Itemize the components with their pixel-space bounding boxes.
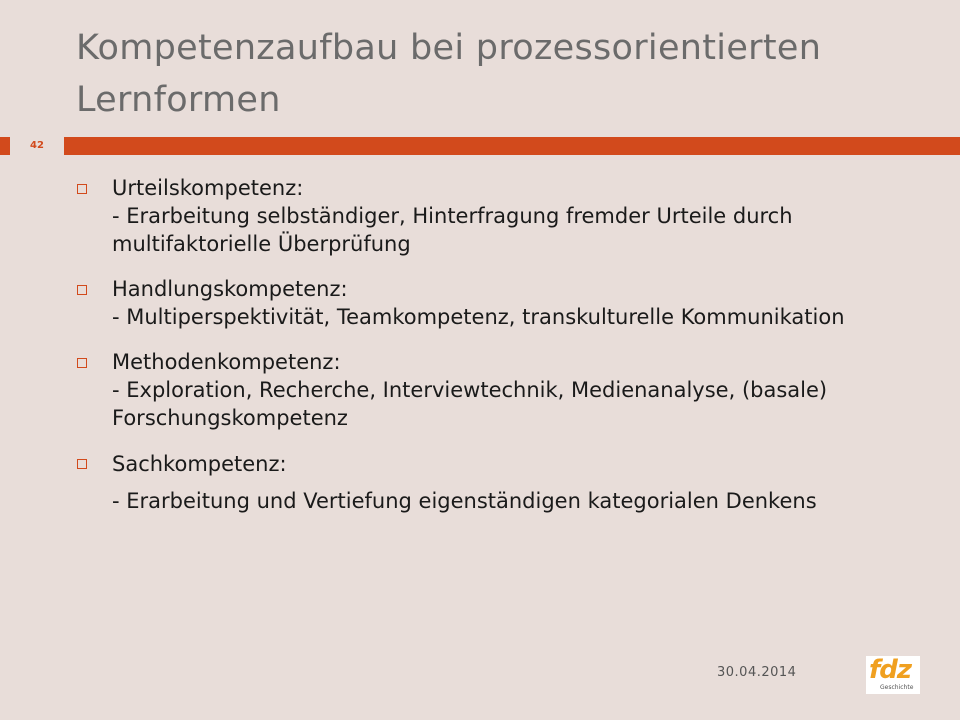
bullet-text: Sachkompetenz: bbox=[112, 452, 287, 476]
square-bullet-icon bbox=[77, 184, 87, 194]
fdz-logo bbox=[866, 656, 920, 694]
title-rule-left bbox=[0, 137, 10, 155]
logo-text: fdz bbox=[869, 655, 912, 685]
bullet-text: Urteilskompetenz: - Erarbeitung selbständiger, Hinterfragung fremder Urteile durch multifaktorielle Überprüfung bbox=[112, 176, 793, 256]
bullet-item bbox=[76, 449, 896, 479]
bullet-item bbox=[76, 174, 896, 258]
slide-number: 42 bbox=[30, 140, 44, 151]
bullet-text: Methodenkompetenz: - Exploration, Recherche, Interviewtechnik, Medienanalyse, (basale) Forschungskompetenz bbox=[112, 350, 828, 430]
square-bullet-icon bbox=[77, 358, 87, 368]
bullet-text: Handlungskompetenz: - Multiperspektivität, Teamkompetenz, transkulturelle Kommunikation bbox=[112, 277, 845, 329]
bullet-list bbox=[76, 174, 896, 515]
bullet-continuation: - Erarbeitung und Vertiefung eigenständigen kategorialen Denkens bbox=[112, 489, 817, 513]
square-bullet-icon bbox=[77, 285, 87, 295]
title-rule-right bbox=[64, 137, 960, 155]
slide-title: Kompetenzaufbau bei prozessorientierten Lernformen bbox=[76, 28, 822, 120]
logo-subtext: Geschichte bbox=[880, 684, 914, 691]
square-bullet-icon bbox=[77, 459, 87, 469]
bullet-item bbox=[76, 348, 896, 432]
bullet-item bbox=[76, 275, 896, 331]
footer-date: 30.04.2014 bbox=[717, 665, 797, 680]
